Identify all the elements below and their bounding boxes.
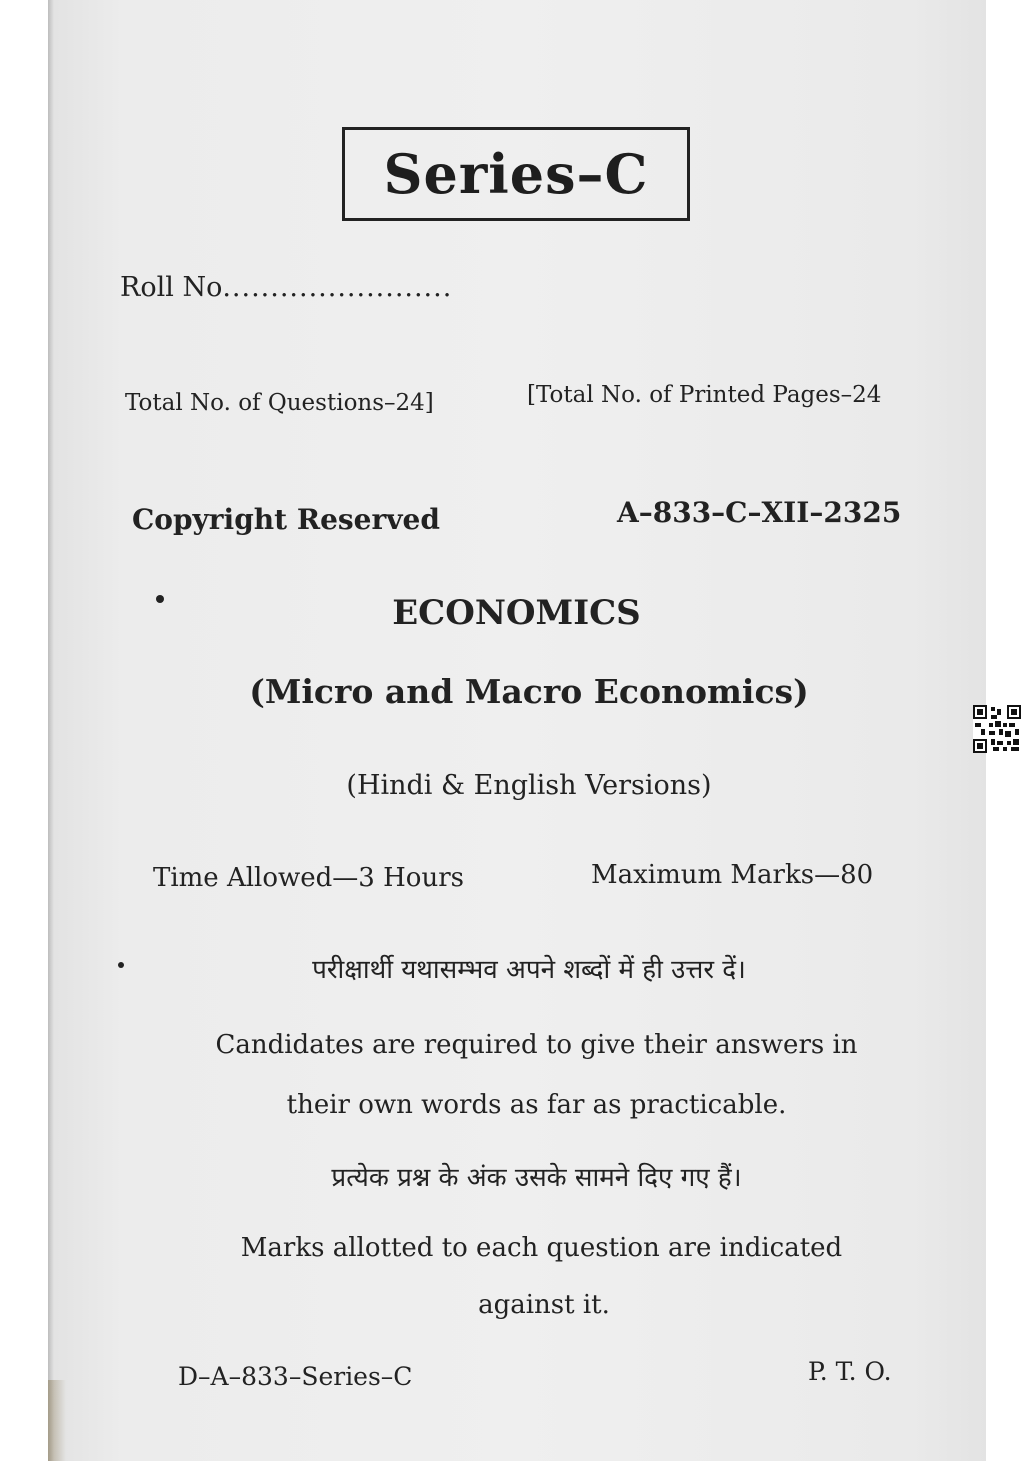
instruction-english-1-line1: Candidates are required to give their answers in [215,1030,858,1060]
instruction-hindi-2: प्रत्येक प्रश्न के अंक उसके सामने दिए गए हैं। [331,1163,742,1193]
roll-no-label: Roll No [120,272,223,303]
footer-code: D–A–833–Series–C [178,1362,413,1391]
copyright-notice: Copyright Reserved [132,503,440,536]
versions-note: (Hindi & English Versions) [346,770,712,801]
instruction-english-2-line2: against it. [478,1290,610,1320]
sub-subject-title: (Micro and Macro Economics) [249,672,809,711]
time-allowed: Time Allowed—3 Hours [153,863,464,893]
paper-corner-shadow [48,1380,66,1461]
qr-code-icon [973,705,1021,753]
instruction-english-2-line1: Marks allotted to each question are indicated [240,1233,843,1263]
total-pages: [Total No. of Printed Pages–24 [527,382,882,408]
maximum-marks: Maximum Marks—80 [591,860,874,890]
footer-pto: P. T. O. [808,1357,892,1386]
instruction-english-1-line2: their own words as far as practicable. [286,1090,787,1120]
roll-no-line [120,272,452,303]
series-label: Series–C [383,142,649,206]
roll-no-dots: ........................ [222,272,453,303]
paper-code: A–833–C–XII–2325 [617,496,902,529]
instruction-hindi-1: परीक्षार्थी यथासम्भव अपने शब्दों में ही उत्तर दें। [312,955,746,985]
subject-title: ECONOMICS [392,593,641,633]
series-box [342,127,690,221]
total-questions: Total No. of Questions–24] [125,390,434,416]
